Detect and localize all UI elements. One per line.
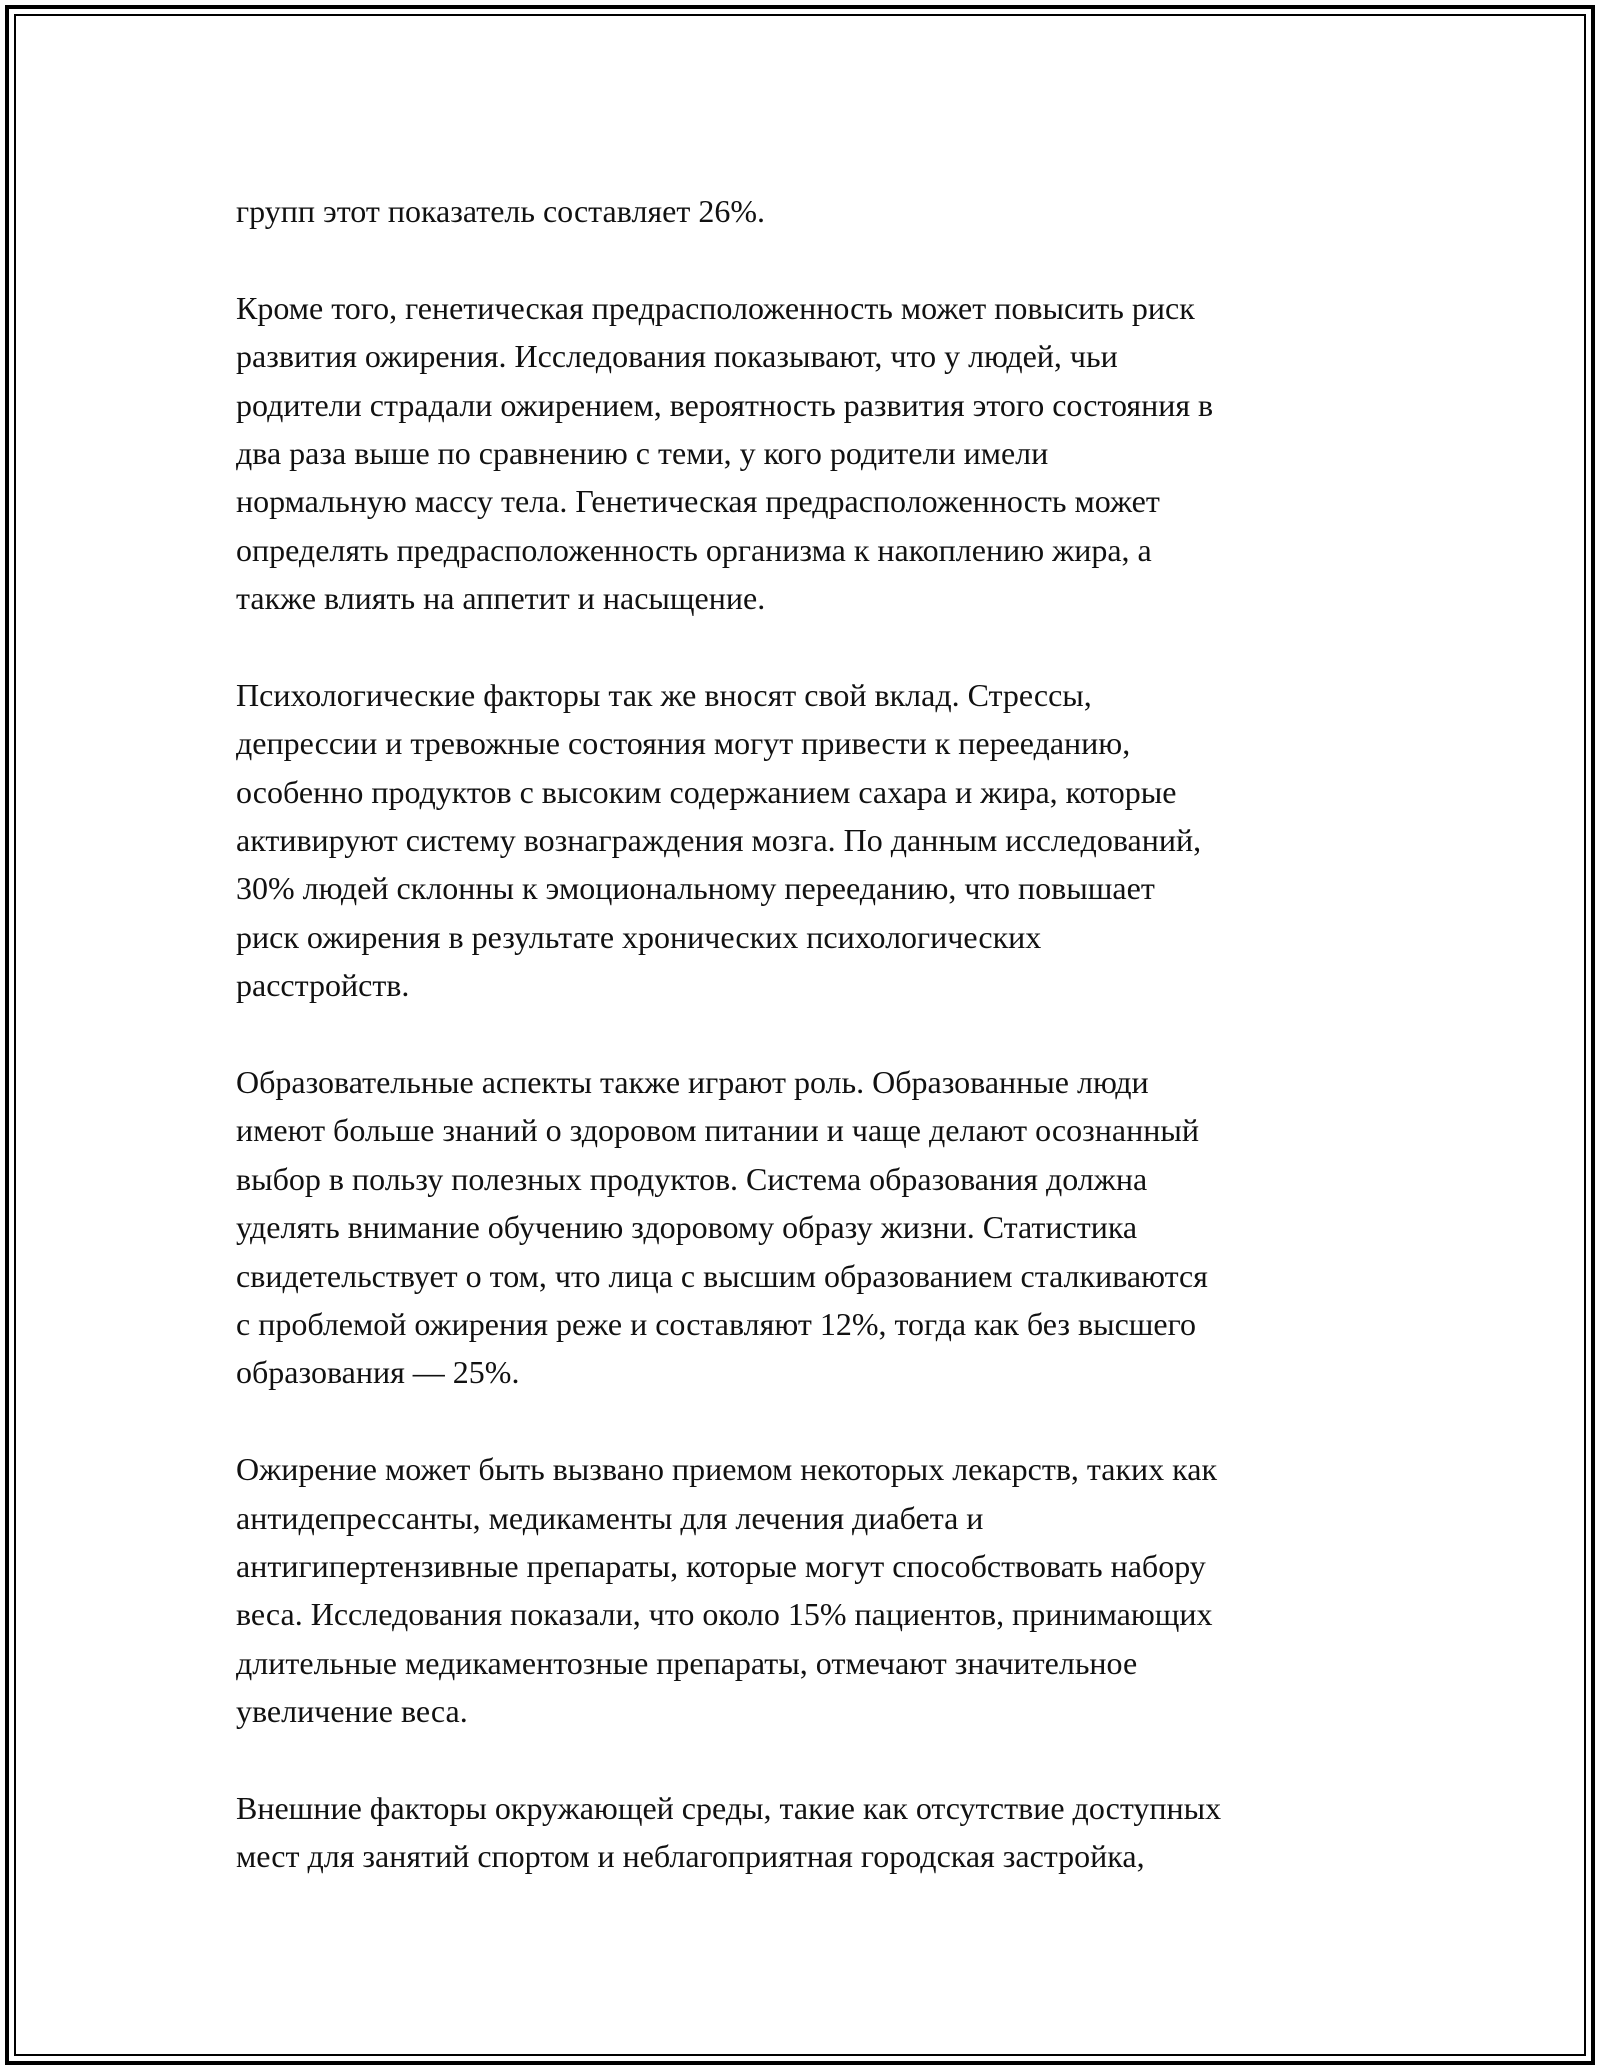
text-line: два раза выше по сравнению с теми, у кого родители имели [236,434,1049,471]
text-line: мест для занятий спортом и неблагоприятная городская застройка, [236,1838,1145,1875]
text-line: образования — 25%. [236,1354,520,1391]
text-line: активируют систему вознаграждения мозга. По данным исследований, [236,822,1202,859]
text-line: уделять внимание обучению здоровому образу жизни. Статистика [236,1209,1138,1246]
text-line: длительные медикаментозные препараты, отмечают значительное [236,1644,1138,1681]
text-line: групп этот показатель составляет 26%. [236,193,765,229]
text-line: Кроме того, генетическая предрасположенность может повысить риск [236,289,1195,326]
paragraph-6 [236,1784,1376,1881]
text-line: родители страдали ожирением, вероятность развития этого состояния в [236,386,1214,423]
text-line: особенно продуктов с высоким содержанием сахара и жира, которые [236,773,1177,810]
paragraph-2 [236,284,1376,623]
text-line: свидетельствует о том, что лица с высшим образованием сталкиваются [236,1257,1208,1294]
text-line: 30% людей склонны к эмоциональному перееданию, что повышает [236,870,1155,907]
paragraph-gap [236,235,1376,283]
text-line: Образовательные аспекты также играют роль. Образованные люди [236,1064,1149,1101]
text-line: имеют больше знаний о здоровом питании и чаще делают осознанный [236,1112,1199,1149]
paragraph-gap [236,1010,1376,1058]
text-line: Ожирение может быть вызвано приемом некоторых лекарств, таких как [236,1451,1217,1488]
text-line: Психологические факторы так же вносят свой вклад. Стрессы, [236,676,1092,713]
paragraph-1 [236,187,1376,235]
text-line: выбор в пользу полезных продуктов. Система образования должна [236,1160,1148,1197]
text-line: развития ожирения. Исследования показывают, что у людей, чьи [236,338,1118,375]
text-line: определять предрасположенность организма к накоплению жира, а [236,531,1152,568]
text-line: нормальную массу тела. Генетическая предрасположенность может [236,483,1160,520]
text-line: расстройств. [236,967,410,1004]
text-line: также влиять на аппетит и насыщение. [236,580,766,617]
text-line: антигипертензивные препараты, которые могут способствовать набору [236,1547,1206,1584]
text-line: с проблемой ожирения реже и составляют 12%, тогда как без высшего [236,1305,1196,1342]
text-line: веса. Исследования показали, что около 15% пациентов, принимающих [236,1596,1213,1633]
paragraph-5 [236,1445,1376,1735]
text-line: антидепрессанты, медикаменты для лечения диабета и [236,1499,984,1536]
paragraph-gap [236,623,1376,671]
document-body [236,187,1376,1881]
text-line: Внешние факторы окружающей среды, такие как отсутствие доступных [236,1789,1222,1826]
paragraph-gap [236,1736,1376,1784]
paragraph-3 [236,671,1376,1010]
text-line: риск ожирения в результате хронических психологических [236,918,1042,955]
text-line: депрессии и тревожные состояния могут привести к перееданию, [236,725,1131,762]
text-line: увеличение веса. [236,1693,468,1730]
paragraph-gap [236,1397,1376,1445]
paragraph-4 [236,1058,1376,1397]
